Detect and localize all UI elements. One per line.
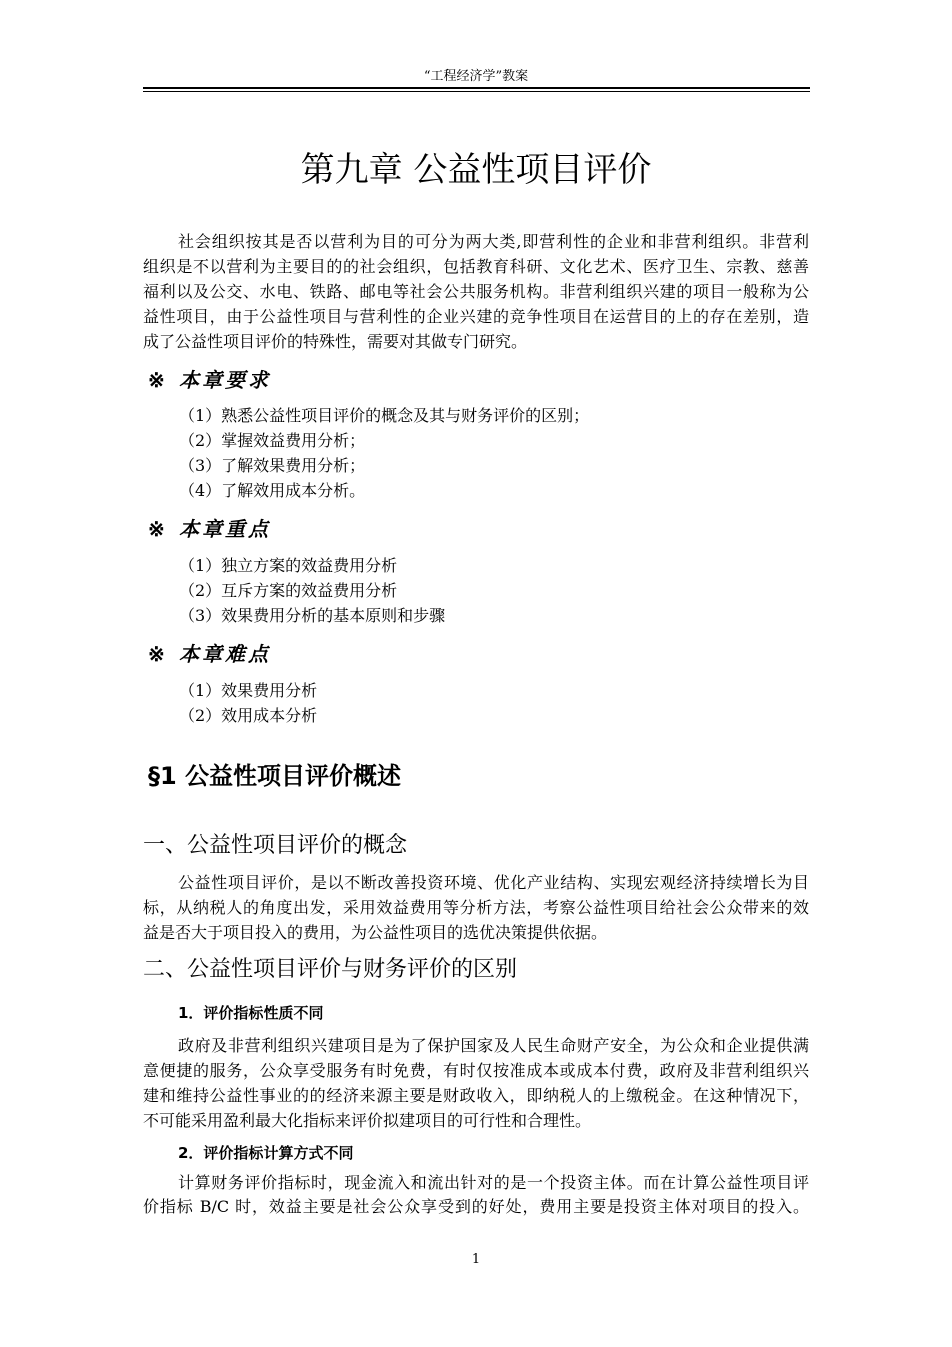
paragraph-line: 社会组织按其是否以营利为目的可分为两大类,即营利性的企业和非营利组织。非营利 <box>178 232 809 251</box>
paragraph-line: 意便捷的服务，公众享受服务有时免费，有时仅按准成本或成本付费，政府及非营利组织兴 <box>143 1061 809 1080</box>
paragraph-line: 组织是不以营利为主要目的的社会组织，包括教育科研、文化艺术、医疗卫生、宗教、慈善 <box>143 257 809 276</box>
list-item: （1）效果费用分析 <box>179 681 318 700</box>
list-item: （4）了解效用成本分析。 <box>179 481 366 500</box>
difficulties-heading <box>148 640 548 668</box>
intro-paragraph <box>143 229 809 354</box>
reference-mark-icon: ※ <box>148 517 165 541</box>
point-title: 2．评价指标计算方式不同 <box>178 1144 354 1162</box>
paragraph-line: 不可能采用盈利最大化指标来评价拟建项目的可行性和合理性。 <box>143 1111 592 1130</box>
list-item: （2）掌握效益费用分析； <box>179 431 366 450</box>
paragraph-line: 福利以及公交、水电、铁路、邮电等社会公共服务机构。非营利组织兴建的项目一般称为公 <box>143 282 809 301</box>
paragraph-line: 建和维持公益性事业的的经济来源主要是财政收入，即纳税人的上缴税金。在这种情况下， <box>143 1086 809 1105</box>
list-item: （1）独立方案的效益费用分析 <box>179 556 398 575</box>
section-title: §1 公益性项目评价概述 <box>148 762 402 790</box>
list-item: （3）效果费用分析的基本原则和步骤 <box>179 606 446 625</box>
list-item: （1）熟悉公益性项目评价的概念及其与财务评价的区别； <box>179 406 590 425</box>
key-points-list <box>179 553 799 628</box>
list-item: （3）了解效果费用分析； <box>179 456 366 475</box>
requirements-heading <box>148 366 548 394</box>
difficulties-heading-text: 本章难点 <box>179 642 271 666</box>
paragraph-line: 标，从纳税人的角度出发，采用效益费用等分析方法，考察公益性项目给社会公众带来的效 <box>143 898 809 917</box>
reference-mark-icon: ※ <box>148 368 165 392</box>
point-paragraph <box>143 1033 809 1133</box>
paragraph-line: 公益性项目评价，是以不断改善投资环境、优化产业结构、实现宏观经济持续增长为目 <box>178 873 809 892</box>
paragraph-line: 成了公益性项目评价的特殊性，需要对其做专门研究。 <box>143 332 528 351</box>
running-header: “工程经济学”教案 <box>423 69 529 84</box>
key-points-heading-text: 本章重点 <box>179 517 271 541</box>
chapter-title: 第九章 公益性项目评价 <box>300 150 652 190</box>
page-number: 1 <box>471 1252 481 1267</box>
requirements-list <box>179 403 799 503</box>
subsection-title-difference: 二、公益性项目评价与财务评价的区别 <box>143 957 518 982</box>
paragraph-line: 政府及非营利组织兴建项目是为了保护国家及人民生命财产安全，为公众和企业提供满 <box>178 1036 809 1055</box>
header-rule-thick <box>143 87 810 89</box>
key-points-heading <box>148 515 548 543</box>
paragraph-line: 计算财务评价指标时，现金流入和流出针对的是一个投资主体。而在计算公益性项目评 <box>178 1173 809 1192</box>
list-item: （2）效用成本分析 <box>179 706 318 725</box>
point-paragraph <box>143 1171 809 1219</box>
point-title: 1．评价指标性质不同 <box>178 1004 324 1022</box>
subsection-title-concept: 一、公益性项目评价的概念 <box>143 833 408 858</box>
header-rule-thin <box>143 91 810 92</box>
difficulties-list <box>179 678 799 728</box>
reference-mark-icon: ※ <box>148 642 165 666</box>
paragraph-line: 益性项目，由于公益性项目与营利性的企业兴建的竞争性项目在运营目的上的存在差别，造 <box>143 307 809 326</box>
requirements-heading-text: 本章要求 <box>179 368 271 392</box>
list-item: （2）互斥方案的效益费用分析 <box>179 581 398 600</box>
paragraph-line: 价指标 B/C 时，效益主要是社会公众享受到的好处，费用主要是投资主体对项目的投入。 <box>143 1197 809 1216</box>
concept-paragraph <box>143 870 809 945</box>
paragraph-line: 益是否大于项目投入的费用，为公益性项目的选优决策提供依据。 <box>143 923 608 942</box>
